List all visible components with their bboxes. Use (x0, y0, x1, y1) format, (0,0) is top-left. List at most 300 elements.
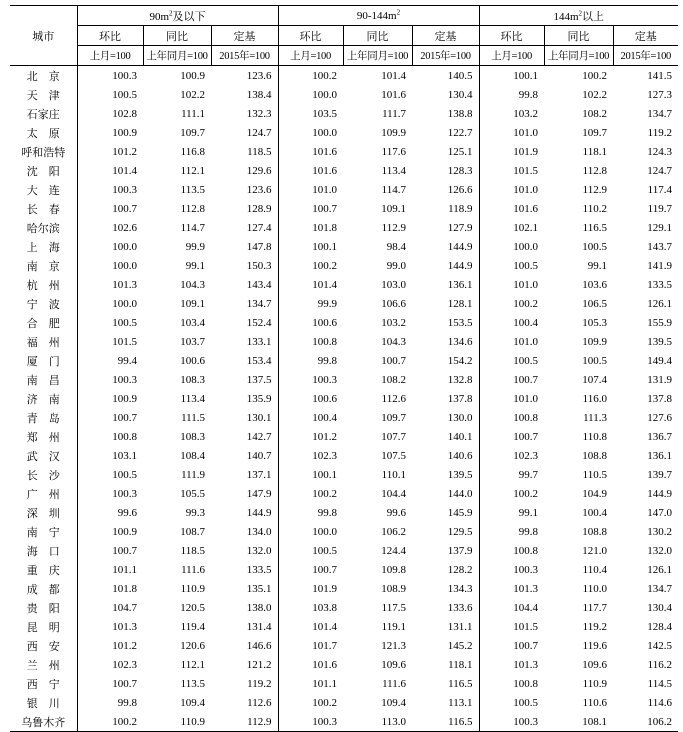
value-cell: 100.2 (278, 256, 343, 275)
value-cell: 100.5 (582, 240, 607, 253)
value-cell: 110.0 (582, 582, 607, 595)
city-name-cell: 海 口 (26, 545, 60, 558)
value-cell: 99.1 (185, 259, 205, 272)
value-cell: 99.9 (278, 294, 343, 313)
value-cell: 104.7 (77, 598, 143, 617)
value-cell: 100.9 (77, 522, 143, 541)
value-cell: 101.6 (381, 88, 406, 101)
table-row (10, 560, 678, 579)
value-cell: 100.1 (278, 237, 343, 256)
value-cell: 101.7 (278, 636, 343, 655)
city-name-cell: 大 连 (26, 184, 60, 197)
value-cell: 134.0 (246, 525, 272, 538)
value-cell: 111.7 (382, 107, 406, 120)
value-cell: 123.6 (246, 69, 272, 82)
value-cell: 134.7 (246, 297, 272, 310)
value-cell: 100.3 (278, 712, 343, 732)
value-cell: 103.2 (479, 104, 544, 123)
value-cell: 128.2 (447, 563, 473, 576)
value-cell: 149.4 (647, 354, 672, 367)
value-cell: 110.9 (582, 677, 607, 690)
table-row (10, 104, 678, 123)
value-cell: 112.1 (180, 164, 205, 177)
table-row (10, 503, 678, 522)
value-cell: 145.9 (447, 506, 473, 519)
value-cell: 106.2 (381, 525, 406, 538)
value-cell: 101.0 (479, 332, 544, 351)
city-name-cell: 太 原 (26, 127, 60, 140)
base-header-prev-month: 上月=100 (479, 46, 544, 66)
value-cell: 139.5 (447, 468, 473, 481)
value-cell: 134.7 (647, 107, 672, 120)
value-cell: 116.5 (412, 712, 479, 732)
value-cell: 136.7 (647, 430, 672, 443)
value-cell: 100.3 (278, 370, 343, 389)
value-cell: 99.9 (185, 240, 205, 253)
value-cell: 117.6 (381, 145, 406, 158)
value-cell: 120.6 (180, 639, 205, 652)
city-name-cell: 南 宁 (26, 526, 60, 539)
value-cell: 109.6 (582, 658, 607, 671)
value-cell: 100.9 (180, 69, 205, 82)
value-cell: 101.3 (479, 579, 544, 598)
value-cell: 101.0 (479, 389, 544, 408)
metric-header-yoy: 同比 (544, 26, 613, 46)
value-cell: 101.8 (278, 218, 343, 237)
value-cell: 101.1 (278, 674, 343, 693)
value-cell: 116.2 (647, 658, 672, 671)
value-cell: 100.4 (278, 408, 343, 427)
value-cell: 98.4 (386, 240, 406, 253)
value-cell: 127.3 (647, 88, 672, 101)
value-cell: 100.8 (479, 541, 544, 560)
value-cell: 101.0 (278, 180, 343, 199)
value-cell: 100.5 (479, 351, 544, 370)
value-cell: 147.0 (647, 506, 672, 519)
value-cell: 103.2 (381, 316, 406, 329)
value-cell: 108.2 (582, 107, 607, 120)
value-cell: 100.4 (582, 506, 607, 519)
city-name-cell: 宁 波 (26, 298, 60, 311)
value-cell: 132.0 (647, 544, 672, 557)
value-cell: 102.3 (278, 446, 343, 465)
value-cell: 131.9 (647, 373, 672, 386)
value-cell: 99.1 (479, 503, 544, 522)
city-name-cell: 石家庄 (26, 108, 60, 121)
value-cell: 108.4 (180, 449, 205, 462)
table-row (10, 712, 678, 732)
value-cell: 135.9 (246, 392, 272, 405)
value-cell: 103.6 (582, 278, 607, 291)
value-cell: 99.6 (77, 503, 143, 522)
value-cell: 109.4 (381, 696, 406, 709)
value-cell: 121.3 (381, 639, 406, 652)
value-cell: 114.6 (647, 696, 672, 709)
value-cell: 103.0 (381, 278, 406, 291)
table-row (10, 66, 678, 86)
price-index-table-container (10, 5, 678, 732)
value-cell: 113.5 (180, 677, 205, 690)
city-name-cell: 兰 州 (26, 659, 60, 672)
value-cell: 114.7 (180, 221, 205, 234)
value-cell: 113.0 (343, 712, 412, 732)
table-row (10, 655, 678, 674)
value-cell: 131.4 (246, 620, 272, 633)
value-cell: 118.5 (247, 145, 272, 158)
value-cell: 108.3 (180, 373, 205, 386)
value-cell: 100.9 (77, 123, 143, 142)
value-cell: 104.4 (479, 598, 544, 617)
value-cell: 109.4 (180, 696, 205, 709)
value-cell: 144.9 (447, 240, 473, 253)
table-row (10, 693, 678, 712)
value-cell: 100.2 (77, 712, 143, 732)
value-cell: 99.8 (278, 351, 343, 370)
value-cell: 99.0 (386, 259, 406, 272)
metric-header-fixed-base: 定基 (412, 26, 479, 46)
value-cell: 109.7 (582, 126, 607, 139)
city-name-cell: 西 宁 (26, 678, 60, 691)
value-cell: 111.6 (181, 563, 205, 576)
value-cell: 101.4 (77, 161, 143, 180)
value-cell: 137.5 (246, 373, 272, 386)
value-cell: 121.0 (582, 544, 607, 557)
value-cell: 100.2 (479, 484, 544, 503)
city-name-cell: 深 圳 (26, 507, 60, 520)
value-cell: 132.3 (246, 107, 272, 120)
value-cell: 153.4 (246, 354, 272, 367)
value-cell: 100.5 (77, 85, 143, 104)
value-cell: 101.9 (278, 579, 343, 598)
value-cell: 99.1 (587, 259, 607, 272)
value-cell: 99.8 (77, 693, 143, 712)
value-cell: 133.1 (246, 335, 272, 348)
value-cell: 130.4 (447, 88, 473, 101)
value-cell: 133.5 (647, 278, 672, 291)
value-cell: 110.4 (582, 563, 607, 576)
table-row (10, 484, 678, 503)
value-cell: 100.7 (278, 560, 343, 579)
table-row (10, 541, 678, 560)
value-cell: 130.4 (647, 601, 672, 614)
value-cell: 116.5 (448, 677, 473, 690)
value-cell: 124.7 (246, 126, 272, 139)
metric-header-mom: 环比 (479, 26, 544, 46)
value-cell: 103.4 (180, 316, 205, 329)
table-row (10, 465, 678, 484)
value-cell: 109.1 (180, 297, 205, 310)
value-cell: 116.8 (180, 145, 205, 158)
value-cell: 102.2 (180, 88, 205, 101)
value-cell: 122.7 (447, 126, 473, 139)
value-cell: 102.2 (582, 88, 607, 101)
table-row (10, 256, 678, 275)
value-cell: 105.3 (582, 316, 607, 329)
city-name-cell: 长 春 (26, 203, 60, 216)
base-header-prev-year: 上年同月=100 (143, 46, 211, 66)
value-cell: 118.9 (448, 202, 473, 215)
value-cell: 100.2 (278, 484, 343, 503)
value-cell: 110.9 (143, 712, 211, 732)
value-cell: 100.5 (77, 313, 143, 332)
value-cell: 100.3 (77, 370, 143, 389)
value-cell: 106.5 (582, 297, 607, 310)
value-cell: 123.6 (246, 183, 272, 196)
value-cell: 126.6 (447, 183, 473, 196)
value-cell: 101.2 (278, 427, 343, 446)
value-cell: 109.9 (582, 335, 607, 348)
value-cell: 100.5 (479, 693, 544, 712)
value-cell: 153.5 (447, 316, 473, 329)
value-cell: 119.7 (647, 202, 672, 215)
city-name-cell: 南 昌 (26, 374, 60, 387)
value-cell: 112.1 (180, 658, 205, 671)
city-name-cell: 合 肥 (26, 317, 60, 330)
table-row (10, 617, 678, 636)
value-cell: 140.1 (447, 430, 473, 443)
value-cell: 112.9 (582, 183, 607, 196)
value-cell: 118.5 (180, 544, 205, 557)
value-cell: 134.6 (447, 335, 473, 348)
base-header-prev-year: 上年同月=100 (544, 46, 613, 66)
value-cell: 101.0 (479, 123, 544, 142)
value-cell: 106.2 (613, 712, 678, 732)
metric-header-mom: 环比 (278, 26, 343, 46)
value-cell: 101.3 (77, 617, 143, 636)
value-cell: 100.7 (77, 408, 143, 427)
value-cell: 131.1 (447, 620, 473, 633)
city-name-cell: 福 州 (26, 336, 60, 349)
value-cell: 100.5 (479, 256, 544, 275)
value-cell: 102.3 (77, 655, 143, 674)
city-name-cell: 青 岛 (26, 412, 60, 425)
value-cell: 110.5 (582, 468, 607, 481)
value-cell: 120.5 (180, 601, 205, 614)
table-row (10, 275, 678, 294)
value-cell: 140.5 (447, 69, 473, 82)
value-cell: 144.0 (447, 487, 473, 500)
value-cell: 100.7 (77, 674, 143, 693)
value-cell: 101.6 (278, 161, 343, 180)
value-cell: 108.1 (544, 712, 613, 732)
table-row (10, 370, 678, 389)
table-row (10, 522, 678, 541)
value-cell: 119.2 (582, 620, 607, 633)
value-cell: 100.7 (77, 199, 143, 218)
value-cell: 137.8 (647, 392, 672, 405)
table-row (10, 351, 678, 370)
value-cell: 110.1 (381, 468, 406, 481)
value-cell: 100.3 (479, 560, 544, 579)
value-cell: 109.8 (381, 563, 406, 576)
value-cell: 103.1 (77, 446, 143, 465)
value-cell: 137.9 (447, 544, 473, 557)
value-cell: 128.1 (447, 297, 473, 310)
table-row (10, 161, 678, 180)
value-cell: 124.4 (381, 544, 406, 557)
value-cell: 100.7 (479, 370, 544, 389)
value-cell: 137.8 (447, 392, 473, 405)
value-cell: 109.7 (180, 126, 205, 139)
value-cell: 128.3 (447, 164, 473, 177)
city-name-cell: 西 安 (26, 640, 60, 653)
value-cell: 130.0 (447, 411, 473, 424)
value-cell: 144.9 (647, 487, 672, 500)
value-cell: 99.3 (185, 506, 205, 519)
city-name-cell: 武 汉 (26, 450, 60, 463)
value-cell: 112.8 (180, 202, 205, 215)
city-name-cell: 天 津 (26, 89, 60, 102)
value-cell: 111.6 (382, 677, 406, 690)
city-name-cell: 上 海 (26, 241, 60, 254)
value-cell: 152.4 (246, 316, 272, 329)
table-row (10, 674, 678, 693)
value-cell: 101.4 (381, 69, 406, 82)
city-name-cell: 南 京 (26, 260, 60, 273)
value-cell: 100.8 (479, 674, 544, 693)
value-cell: 129.1 (647, 221, 672, 234)
value-cell: 126.1 (647, 297, 672, 310)
value-cell: 101.5 (77, 332, 143, 351)
value-cell: 121.2 (246, 658, 272, 671)
table-row (10, 332, 678, 351)
value-cell: 134.3 (447, 582, 473, 595)
group-header-small: $90m^2$及以下 (77, 6, 278, 26)
value-cell: 142.5 (647, 639, 672, 652)
value-cell: 101.2 (77, 636, 143, 655)
base-header-2015: 2015年=100 (412, 46, 479, 66)
value-cell: 101.9 (479, 142, 544, 161)
value-cell: 114.7 (381, 183, 406, 196)
value-cell: 102.3 (479, 446, 544, 465)
value-cell: 100.2 (479, 294, 544, 313)
table-body (10, 66, 678, 732)
value-cell: 99.7 (479, 465, 544, 484)
value-cell: 100.3 (479, 712, 544, 732)
price-index-table (10, 5, 678, 732)
value-cell: 112.6 (381, 392, 406, 405)
value-cell: 100.7 (278, 199, 343, 218)
value-cell: 144.9 (246, 506, 272, 519)
value-cell: 103.7 (180, 335, 205, 348)
value-cell: 126.1 (647, 563, 672, 576)
value-cell: 101.0 (479, 180, 544, 199)
value-cell: 100.0 (77, 237, 143, 256)
value-cell: 112.6 (247, 696, 272, 709)
value-cell: 118.1 (582, 145, 607, 158)
value-cell: 124.3 (647, 145, 672, 158)
table-row (10, 389, 678, 408)
table-row (10, 408, 678, 427)
value-cell: 100.7 (479, 636, 544, 655)
value-cell: 133.6 (447, 601, 473, 614)
value-cell: 110.2 (582, 202, 607, 215)
city-name-cell: 杭 州 (26, 279, 60, 292)
value-cell: 101.5 (479, 161, 544, 180)
value-cell: 101.6 (278, 655, 343, 674)
value-cell: 100.7 (479, 427, 544, 446)
value-cell: 144.9 (447, 259, 473, 272)
base-header-2015: 2015年=100 (613, 46, 678, 66)
value-cell: 114.5 (647, 677, 672, 690)
table-row (10, 237, 678, 256)
value-cell: 139.5 (647, 335, 672, 348)
base-header-prev-month: 上月=100 (77, 46, 143, 66)
metric-header-mom: 环比 (77, 26, 143, 46)
value-cell: 117.5 (381, 601, 406, 614)
value-cell: 101.2 (77, 142, 143, 161)
city-name-cell: 成 都 (26, 583, 60, 596)
value-cell: 138.0 (246, 601, 272, 614)
value-cell: 129.6 (246, 164, 272, 177)
value-cell: 100.5 (278, 541, 343, 560)
value-cell: 109.1 (381, 202, 406, 215)
value-cell: 132.8 (447, 373, 473, 386)
value-cell: 133.5 (246, 563, 272, 576)
value-cell: 100.0 (278, 522, 343, 541)
value-cell: 107.7 (381, 430, 406, 443)
value-cell: 100.7 (77, 541, 143, 560)
value-cell: 113.5 (180, 183, 205, 196)
city-name-cell: 重 庆 (26, 564, 60, 577)
table-row (10, 446, 678, 465)
value-cell: 116.5 (582, 221, 607, 234)
value-cell: 107.5 (381, 449, 406, 462)
value-cell: 100.4 (479, 313, 544, 332)
value-cell: 145.2 (447, 639, 473, 652)
value-cell: 100.8 (479, 408, 544, 427)
base-header-2015: 2015年=100 (211, 46, 278, 66)
value-cell: 100.0 (278, 85, 343, 104)
value-cell: 104.3 (381, 335, 406, 348)
value-cell: 108.9 (381, 582, 406, 595)
value-cell: 100.0 (479, 237, 544, 256)
value-cell: 101.3 (479, 655, 544, 674)
value-cell: 104.4 (381, 487, 406, 500)
value-cell: 100.0 (77, 294, 143, 313)
value-cell: 102.8 (77, 104, 143, 123)
city-name-cell: 昆 明 (26, 621, 60, 634)
city-name-cell: 哈尔滨 (26, 222, 60, 235)
table-row (10, 142, 678, 161)
value-cell: 100.6 (180, 354, 205, 367)
value-cell: 99.6 (386, 506, 406, 519)
value-cell: 124.7 (647, 164, 672, 177)
value-cell: 106.6 (381, 297, 406, 310)
city-name-cell: 沈 阳 (26, 165, 60, 178)
value-cell: 136.1 (447, 278, 473, 291)
value-cell: 100.9 (77, 389, 143, 408)
value-cell: 147.8 (246, 240, 272, 253)
value-cell: 108.7 (180, 525, 205, 538)
value-cell: 154.2 (447, 354, 473, 367)
value-cell: 118.1 (448, 658, 473, 671)
value-cell: 100.7 (381, 354, 406, 367)
value-cell: 100.2 (582, 69, 607, 82)
city-name-cell: 郑 州 (26, 431, 60, 444)
value-cell: 100.3 (77, 66, 143, 86)
value-cell: 101.0 (479, 275, 544, 294)
metric-header-yoy: 同比 (343, 26, 412, 46)
value-cell: 110.6 (582, 696, 607, 709)
value-cell: 141.5 (647, 69, 672, 82)
table-row (10, 180, 678, 199)
value-cell: 99.4 (77, 351, 143, 370)
value-cell: 101.4 (278, 617, 343, 636)
base-header-prev-month: 上月=100 (278, 46, 343, 66)
value-cell: 119.2 (647, 126, 672, 139)
city-name-cell: 厦 门 (26, 355, 60, 368)
